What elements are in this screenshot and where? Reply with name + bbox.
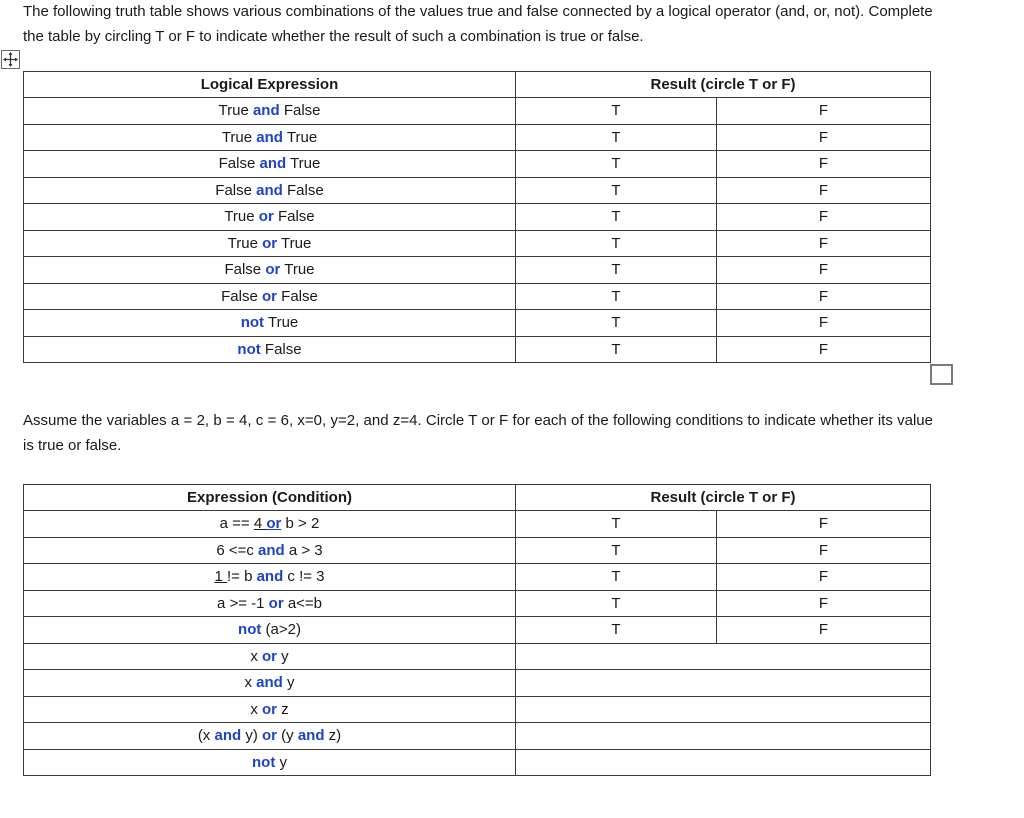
- result-true-option[interactable]: T: [516, 257, 717, 284]
- operand-right: False: [283, 102, 321, 120]
- table-row: [24, 564, 931, 591]
- operand-left: False: [221, 287, 258, 305]
- condition-cell: [24, 537, 516, 564]
- result-true-option[interactable]: T: [516, 617, 717, 644]
- result-empty-cell: [516, 749, 931, 776]
- condition-cell: [24, 723, 516, 750]
- logical-operator: or: [262, 647, 277, 665]
- result-true-option[interactable]: T: [516, 283, 717, 310]
- intro-paragraph: The following truth table shows various combinations of the values true and false connected by a logical operator (and, or, not). Complete the table by circling T or F to indicate whether the result of such a combination is true or false.: [23, 3, 933, 45]
- operand-right: False: [281, 287, 318, 305]
- table-header-row: [24, 485, 931, 511]
- operand-left: True: [227, 234, 258, 252]
- condition-part: y: [277, 647, 289, 665]
- condition-cell: [24, 511, 516, 538]
- logical-operator: and: [214, 727, 242, 745]
- result-false-option[interactable]: F: [717, 177, 931, 204]
- result-empty-cell: [516, 696, 931, 723]
- result-false-option[interactable]: F: [717, 124, 931, 151]
- result-empty-cell: [516, 670, 931, 697]
- condition-part: b > 2: [281, 515, 320, 533]
- condition-part: z: [277, 700, 289, 718]
- operand-right: False: [264, 340, 302, 358]
- operand-left: False: [224, 261, 262, 279]
- expression-cell: [24, 98, 516, 125]
- logical-operator: and: [259, 155, 287, 173]
- logical-operator: and: [252, 102, 280, 120]
- assumption-paragraph: Assume the variables a = 2, b = 4, c = 6, x=0, y=2, and z=4. Circle T or F for each of the following conditions to indicate whether its value is true or false.: [23, 412, 933, 454]
- condition-part: a >= -1: [216, 594, 269, 612]
- condition-cell: [24, 617, 516, 644]
- table-row: [24, 124, 931, 151]
- table-row: [24, 643, 931, 670]
- result-false-option[interactable]: F: [717, 204, 931, 231]
- expression-cell: [24, 124, 516, 151]
- operand-left: True: [224, 208, 255, 226]
- operand-right: True: [286, 128, 318, 146]
- header-result: Result (circle T or F): [516, 72, 931, 98]
- move-arrows-icon: [2, 51, 19, 68]
- result-false-option[interactable]: F: [717, 283, 931, 310]
- result-false-option[interactable]: F: [717, 564, 931, 591]
- condition-part: a<=b: [283, 594, 323, 612]
- condition-part: (y: [277, 727, 298, 745]
- operand-left: False: [215, 181, 252, 199]
- result-true-option[interactable]: T: [516, 151, 717, 178]
- expression-cell: [24, 151, 516, 178]
- condition-part: x: [244, 674, 257, 692]
- logical-operator: and: [258, 541, 285, 559]
- result-true-option[interactable]: T: [516, 511, 717, 538]
- expression-cell: [24, 283, 516, 310]
- operand-right: True: [281, 234, 312, 252]
- logical-operator: or: [258, 208, 274, 226]
- result-false-option[interactable]: F: [717, 151, 931, 178]
- operand-right: True: [290, 155, 321, 173]
- condition-part: != b: [226, 568, 257, 586]
- operand-left: False: [218, 155, 256, 173]
- table-row: [24, 537, 931, 564]
- expression-cell: [24, 336, 516, 363]
- expression-cell: [24, 204, 516, 231]
- table-row: [24, 511, 931, 538]
- result-empty-cell: [516, 643, 931, 670]
- expression-cell: [24, 310, 516, 337]
- table-row: [24, 283, 931, 310]
- result-true-option[interactable]: T: [516, 204, 717, 231]
- expression-cell: [24, 230, 516, 257]
- result-true-option[interactable]: T: [516, 124, 717, 151]
- table-row: [24, 204, 931, 231]
- condition-part: 6 <=c: [216, 541, 259, 559]
- header-expression: Logical Expression: [24, 72, 516, 98]
- logical-operator: or: [262, 700, 277, 718]
- table-row: [24, 617, 931, 644]
- logical-operator: or: [266, 515, 282, 533]
- table-row: [24, 230, 931, 257]
- condition-operand: 4: [253, 515, 267, 533]
- logical-operator: or: [262, 727, 277, 745]
- logical-operator: and: [256, 674, 283, 692]
- result-false-option[interactable]: F: [717, 590, 931, 617]
- condition-cell: [24, 590, 516, 617]
- condition-part: x: [250, 700, 262, 718]
- condition-part: y: [275, 753, 287, 771]
- logical-operator: or: [265, 261, 281, 279]
- result-false-option[interactable]: F: [717, 336, 931, 363]
- table-row: [24, 749, 931, 776]
- result-true-option[interactable]: T: [516, 98, 717, 125]
- operand-left: True: [218, 102, 249, 120]
- result-true-option[interactable]: T: [516, 230, 717, 257]
- result-false-option[interactable]: F: [717, 310, 931, 337]
- logical-operator: or: [262, 287, 277, 305]
- logical-operator: or: [262, 234, 278, 252]
- table-row: [24, 98, 931, 125]
- condition-part: c != 3: [283, 568, 325, 586]
- condition-part: z): [324, 727, 342, 745]
- logical-operator: and: [256, 568, 284, 586]
- logical-operator: or: [268, 594, 284, 612]
- logical-operator: and: [297, 727, 325, 745]
- table-row: [24, 336, 931, 363]
- result-false-option[interactable]: F: [717, 617, 931, 644]
- condition-part: (x: [197, 727, 215, 745]
- operand-right: True: [284, 261, 315, 279]
- table-row: [24, 723, 931, 750]
- condition-part: y: [282, 674, 295, 692]
- result-true-option[interactable]: T: [516, 177, 717, 204]
- condition-operand: 1: [214, 568, 227, 586]
- result-true-option[interactable]: T: [516, 590, 717, 617]
- table-row: [24, 310, 931, 337]
- logical-operator: and: [256, 128, 283, 146]
- result-true-option[interactable]: T: [516, 564, 717, 591]
- table-row: [24, 257, 931, 284]
- result-true-option[interactable]: T: [516, 537, 717, 564]
- condition-cell: [24, 696, 516, 723]
- result-false-option[interactable]: F: [717, 537, 931, 564]
- condition-part: a > 3: [284, 541, 323, 559]
- result-empty-cell: [516, 723, 931, 750]
- expression-cell: [24, 177, 516, 204]
- end-of-table-marker[interactable]: [930, 364, 953, 385]
- table-row: [24, 151, 931, 178]
- result-false-option[interactable]: F: [717, 511, 931, 538]
- condition-cell: [24, 564, 516, 591]
- operand-right: True: [267, 314, 299, 332]
- condition-cell: [24, 670, 516, 697]
- logical-operator: not: [238, 621, 262, 639]
- condition-part: x: [250, 647, 262, 665]
- header-expression: Expression (Condition): [24, 485, 516, 511]
- table-row: [24, 696, 931, 723]
- condition-part: a ==: [219, 515, 254, 533]
- result-true-option[interactable]: T: [516, 336, 717, 363]
- table-row: [24, 177, 931, 204]
- result-false-option[interactable]: F: [717, 257, 931, 284]
- logical-operator: not: [252, 753, 276, 771]
- table-row: [24, 590, 931, 617]
- logical-operator: not: [237, 340, 261, 358]
- table-row: [24, 670, 931, 697]
- result-false-option[interactable]: F: [717, 98, 931, 125]
- operand-left: True: [221, 128, 253, 146]
- operand-right: False: [277, 208, 315, 226]
- condition-cell: [24, 749, 516, 776]
- header-result: Result (circle T or F): [516, 485, 931, 511]
- result-true-option[interactable]: T: [516, 310, 717, 337]
- table-header-row: [24, 72, 931, 98]
- condition-cell: [24, 643, 516, 670]
- operand-right: False: [287, 181, 324, 199]
- table-move-handle[interactable]: [1, 50, 20, 69]
- truth-table: [23, 71, 931, 363]
- logical-operator: not: [240, 314, 265, 332]
- condition-table: [23, 484, 931, 776]
- condition-part: y): [241, 727, 262, 745]
- condition-part: (a>2): [261, 621, 301, 639]
- expression-cell: [24, 257, 516, 284]
- logical-operator: and: [256, 181, 283, 199]
- result-false-option[interactable]: F: [717, 230, 931, 257]
